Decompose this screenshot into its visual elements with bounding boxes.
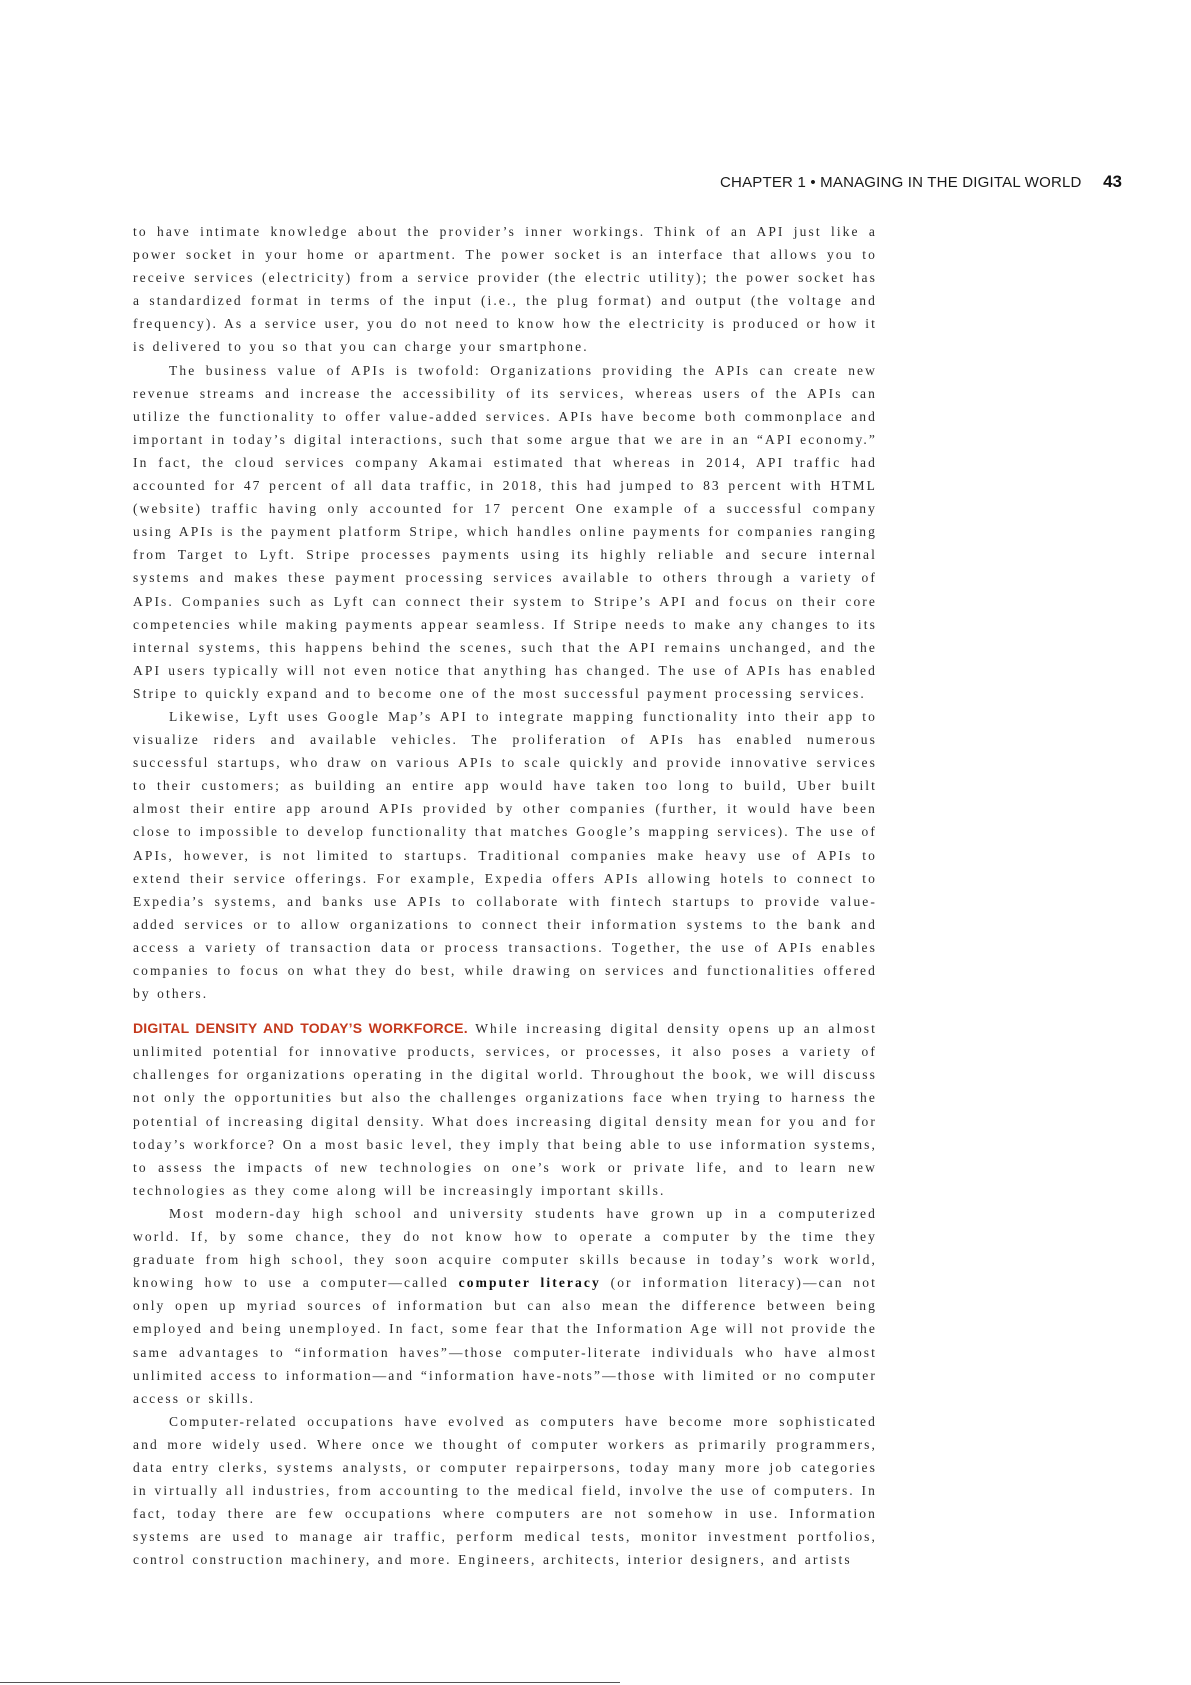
paragraph-text-end: (or information literacy)—can not only open up myriad sources of information but can also mean the difference between being employed and being unemployed. In fact, some fear that the Information Age will not provide the same advantages to “information haves”—those computer-literate individuals who have almost unlimited access to information—and “information have-nots”—those with limited or no computer access or skills.: [133, 1275, 877, 1406]
body-text: [133, 220, 877, 1571]
paragraph-text-start: Most modern-day high school and university students have grown up in a computerized world. If, by some chance, they do not know how to operate a computer by the time they graduate from high school, they soon acquire computer skills because in today’s work world, knowing how to use a computer—called: [133, 1205, 877, 1291]
key-term-computer-literacy: computer literacy: [458, 1275, 601, 1291]
paragraph-computer-literacy: [133, 1202, 877, 1410]
paragraph-digital-density-workforce: [133, 1017, 877, 1202]
paragraph-body: While increasing digital density opens up an almost unlimited potential for innovative products, services, or processes, it also poses a variety of challenges for organizations operating in the digital world. Throughout the book, we will discuss not only the opportunities but also the challenges organizations face when trying to harness the potential of increasing digital density. What does increasing digital density mean for you and for today’s workforce? On a most basic level, they imply that being able to use information systems, to assess the impacts of new technologies on one’s work or private life, and to learn new technologies as they come along will be increasingly important skills.: [133, 1021, 877, 1198]
page-number: 43: [1103, 172, 1122, 191]
running-head: [720, 172, 1122, 194]
bottom-rule: [0, 1682, 620, 1683]
paragraph-api-power-socket: to have intimate knowledge about the provider’s inner workings. Think of an API just like a power socket in your home or apartment. The power socket is an interface that allows you to receive services (electricity) from a service provider (the electric utility); the power socket has a standardized format in terms of the input (i.e., the plug format) and output (the voltage and frequency). As a service user, you do not need to know how the electricity is produced or how it is delivered to you so that you can charge your smartphone.: [133, 224, 877, 355]
chapter-running-title: CHAPTER 1 • MANAGING IN THE DIGITAL WORLD: [720, 174, 1082, 191]
paragraph-lyft-google-maps: Likewise, Lyft uses Google Map’s API to integrate mapping functionality into their app to visualize riders and available vehicles. The proliferation of APIs has enabled numerous successful startups, who draw on various APIs to scale quickly and provide innovative services to their customers; as building an entire app would have taken too long to build, Uber built almost their entire app around APIs provided by other companies (further, it would have been close to impossible to develop functionality that matches Google’s mapping services). The use of APIs, however, is not limited to startups. Traditional companies make heavy use of APIs to extend their service offerings. For example, Expedia offers APIs allowing hotels to connect to Expedia’s systems, and banks use APIs to collaborate with fintech startups to provide value-added services or to allow organizations to connect their information systems to the bank and access a variety of transaction data or process transactions. Together, the use of APIs enables companies to focus on what they do best, while drawing on services and functionalities offered by others.: [133, 708, 877, 1002]
paragraph-business-value-of-apis: The business value of APIs is twofold: Organizations providing the APIs can create new revenue streams and increase the accessibility of its services, whereas users of the APIs can utilize the functionality to offer value-added services. APIs have become both commonplace and important in today’s digital interactions, such that some argue that we are in an “API economy.” In fact, the cloud services company Akamai estimated that whereas in 2014, API traffic had accounted for 47 percent of all data traffic, in 2018, this had jumped to 83 percent with HTML (website) traffic having only accounted for 17 percent One example of a successful company using APIs is the payment platform Stripe, which handles online payments for companies ranging from Target to Lyft. Stripe processes payments using its highly reliable and secure internal systems and makes these payment processing services available to others through a variety of APIs. Companies such as Lyft can connect their system to Stripe’s API and focus on their core competencies while making payments appear seamless. If Stripe needs to make any changes to its internal systems, this happens behind the scenes, such that the API remains unchanged, and the API users typically will not even notice that anything has changed. The use of APIs has enabled Stripe to quickly expand and to become one of the most successful payment processing services.: [133, 362, 877, 701]
section-heading: DIGITAL DENSITY AND TODAY’S WORKFORCE.: [133, 1020, 468, 1037]
paragraph-computer-occupations: Computer-related occupations have evolved as computers have become more sophisticated and more widely used. Where once we thought of computer workers as primarily programmers, data entry clerks, systems analysts, or computer repairpersons, today many more job categories in virtually all industries, from accounting to the medical field, involve the use of computers. In fact, today there are few occupations where computers are not somehow in use. Information systems are used to manage air traffic, perform medical tests, monitor investment portfolios, control construction machinery, and more. Engineers, architects, interior designers, and artists: [133, 1413, 877, 1568]
